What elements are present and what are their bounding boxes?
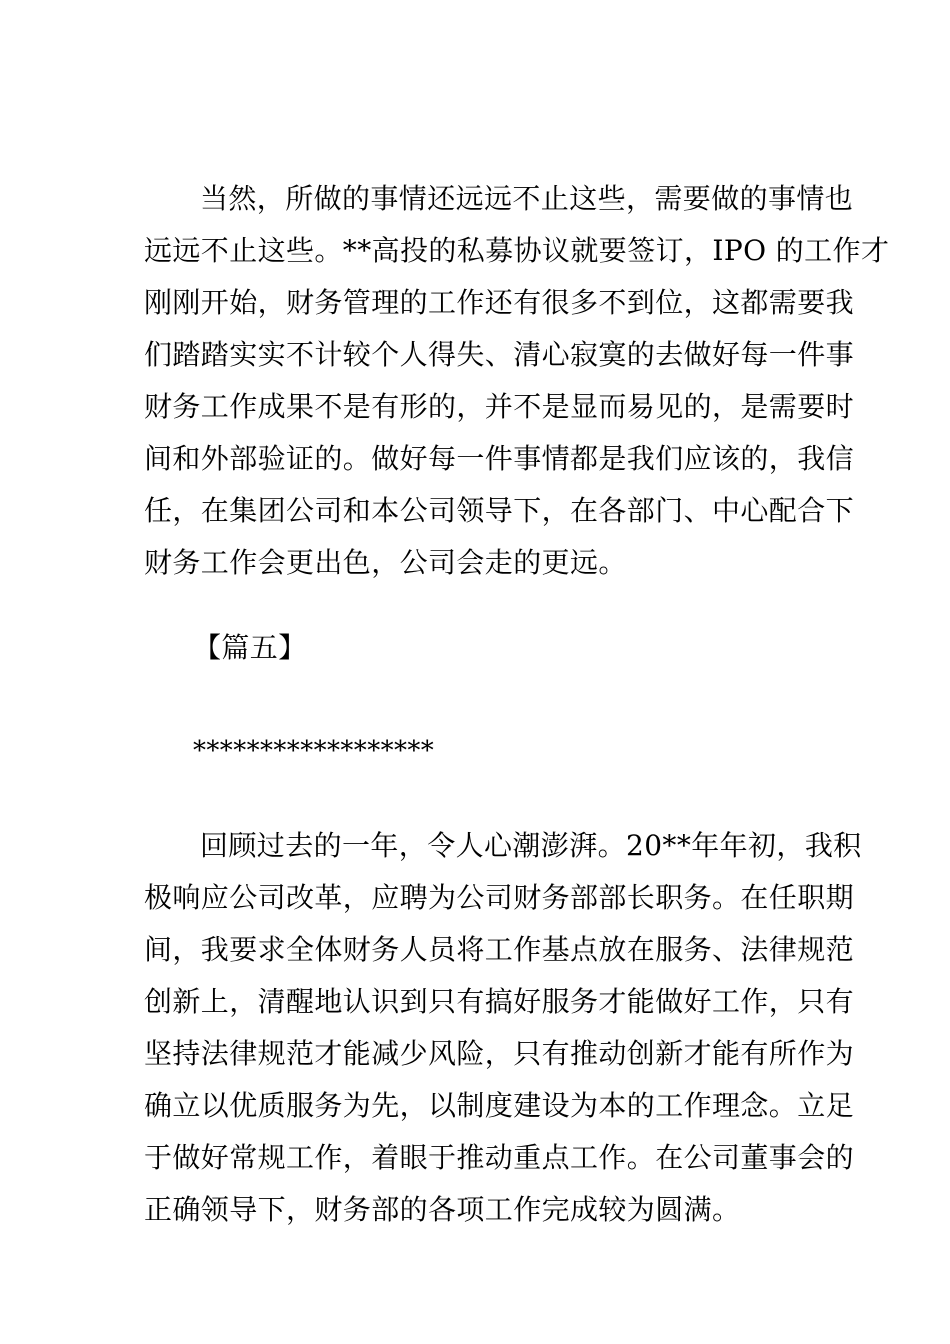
section-heading: 【篇五】 (193, 631, 307, 664)
paragraph-1-line-4: 们踏踏实实不计较个人得失、清心寂寞的去做好每一件事 (144, 338, 855, 371)
paragraph-1-line-6: 间和外部验证的。做好每一件事情都是我们应该的，我信 (144, 442, 855, 475)
paragraph-2-line-1: 回顾过去的一年，令人心潮澎湃。20**年年初，我积 (200, 829, 862, 862)
paragraph-1-line-3: 刚刚开始，财务管理的工作还有很多不到位，这都需要我 (144, 286, 855, 319)
paragraph-2-line-4: 创新上，清醒地认识到只有搞好服务才能做好工作，只有 (144, 985, 855, 1018)
paragraph-1-line-8: 财务工作会更出色，公司会走的更远。 (144, 546, 627, 579)
paragraph-1-line-5: 财务工作成果不是有形的，并不是显而易见的，是需要时 (144, 390, 855, 423)
paragraph-2-line-8: 正确领导下，财务部的各项工作完成较为圆满。 (144, 1193, 741, 1226)
paragraph-2-line-3: 间，我要求全体财务人员将工作基点放在服务、法律规范 (144, 933, 855, 966)
paragraph-1-line-1: 当然，所做的事情还远远不止这些，需要做的事情也 (200, 182, 854, 215)
paragraph-1-line-7: 任，在集团公司和本公司领导下，在各部门、中心配合下 (144, 494, 855, 527)
paragraph-2-line-7: 于做好常规工作，着眼于推动重点工作。在公司董事会的 (144, 1141, 855, 1174)
paragraph-2-line-6: 确立以优质服务为先，以制度建设为本的工作理念。立足 (144, 1089, 855, 1122)
paragraph-1-line-2: 远远不止这些。**高投的私募协议就要签订，IPO 的工作才 (144, 234, 890, 267)
paragraph-2-line-5: 坚持法律规范才能减少风险，只有推动创新才能有所作为 (144, 1037, 855, 1070)
masked-title: ****************** (193, 736, 435, 766)
paragraph-2-line-2: 极响应公司改革，应聘为公司财务部部长职务。在任职期 (144, 881, 855, 914)
